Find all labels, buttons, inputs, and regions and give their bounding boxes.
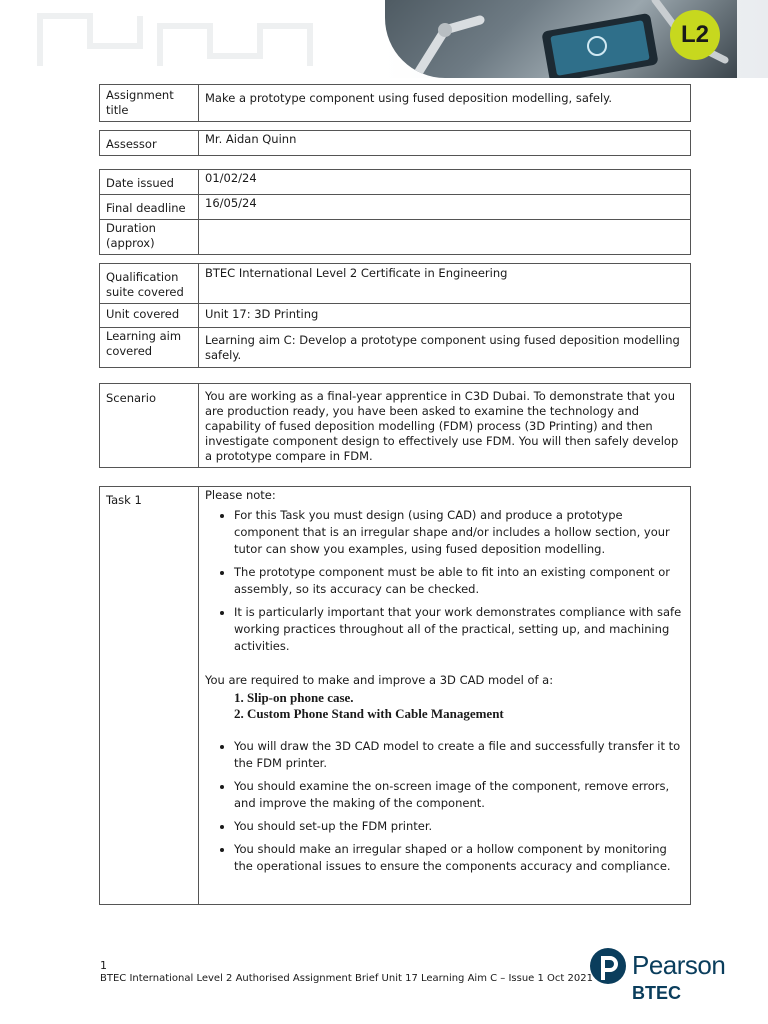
list-item: • You should set-up the FDM printer. <box>234 818 684 835</box>
assignment-title-value: Make a prototype component using fused deposition modelling, safely. <box>199 85 691 122</box>
page-number: 1 <box>100 959 107 972</box>
unit-covered-value: Unit 17: 3D Printing <box>199 304 691 328</box>
task1-content <box>199 487 691 905</box>
list-item: 2. Custom Phone Stand with Cable Management <box>247 706 684 722</box>
unit-covered-label: Unit covered <box>100 304 199 328</box>
level-badge: L2 <box>670 10 720 60</box>
list-item: • The prototype component must be able to fit into an existing component or assembly, so its accuracy can be checked. <box>234 564 684 598</box>
final-deadline-label: Final deadline <box>100 195 199 220</box>
assessor-table <box>99 130 691 156</box>
task1-steps-list <box>205 738 684 875</box>
list-item: • It is particularly important that your work demonstrates compliance with safe working practices throughout all of the practical, setting up, and machining activities. <box>234 604 684 655</box>
task1-notes-list <box>205 507 684 655</box>
assessor-value: Mr. Aidan Quinn <box>199 131 691 156</box>
scenario-label: Scenario <box>100 384 199 468</box>
scenario-table <box>99 383 691 468</box>
list-item: • You should examine the on-screen image of the component, remove errors, and improve the making of the component. <box>234 778 684 812</box>
learning-aim-value: Learning aim C: Develop a prototype component using fused deposition modelling safely. <box>199 328 691 368</box>
final-deadline-value: 16/05/24 <box>199 195 691 220</box>
circuit-watermark-image <box>30 6 360 70</box>
scenario-text: You are working as a final-year apprentice in C3D Dubai. To demonstrate that you are production ready, you have been asked to examine the technology and capability of fused deposition modelling (FDM) process (3D Printing) and then investigate component design to effectively use FDM. You will then safely develop a prototype compare in FDM. <box>199 384 691 468</box>
task1-note-heading: Please note: <box>205 488 276 502</box>
task1-models-list <box>205 690 684 722</box>
dates-table <box>99 169 691 255</box>
list-item: • You will draw the 3D CAD model to create a file and successfully transfer it to the FDM printer. <box>234 738 684 772</box>
task1-required-intro: You are required to make and improve a 3D CAD model of a: <box>205 673 554 687</box>
date-issued-value: 01/02/24 <box>199 170 691 195</box>
assignment-title-label: Assignment title <box>100 85 199 122</box>
duration-value <box>199 220 691 255</box>
learning-aim-label: Learning aim covered <box>100 328 199 368</box>
footer-text: BTEC International Level 2 Authorised Assignment Brief Unit 17 Learning Aim C – Issue 1 Oct 2021 <box>100 973 593 984</box>
date-issued-label: Date issued <box>100 170 199 195</box>
duration-label: Duration (approx) <box>100 220 199 255</box>
list-item: • For this Task you must design (using CAD) and produce a prototype component that is an irregular shape and/or includes a hollow section, your tutor can show you examples, using fused deposition modelling. <box>234 507 684 558</box>
qualification-suite-value: BTEC International Level 2 Certificate in Engineering <box>199 264 691 304</box>
assessor-label: Assessor <box>100 131 199 156</box>
assignment-title-table <box>99 84 691 122</box>
list-item: • You should make an irregular shaped or a hollow component by monitoring the operational issues to ensure the components accuracy and compliance. <box>234 841 684 875</box>
pearson-logo-icon <box>588 946 628 990</box>
qualification-suite-label: Qualification suite covered <box>100 264 199 304</box>
task1-label: Task 1 <box>100 487 199 905</box>
btec-wordmark: BTEC <box>632 983 681 1003</box>
list-item: 1. Slip-on phone case. <box>247 690 684 706</box>
task1-table <box>99 486 691 905</box>
pearson-wordmark: Pearson <box>632 950 726 980</box>
qualification-table <box>99 263 691 368</box>
